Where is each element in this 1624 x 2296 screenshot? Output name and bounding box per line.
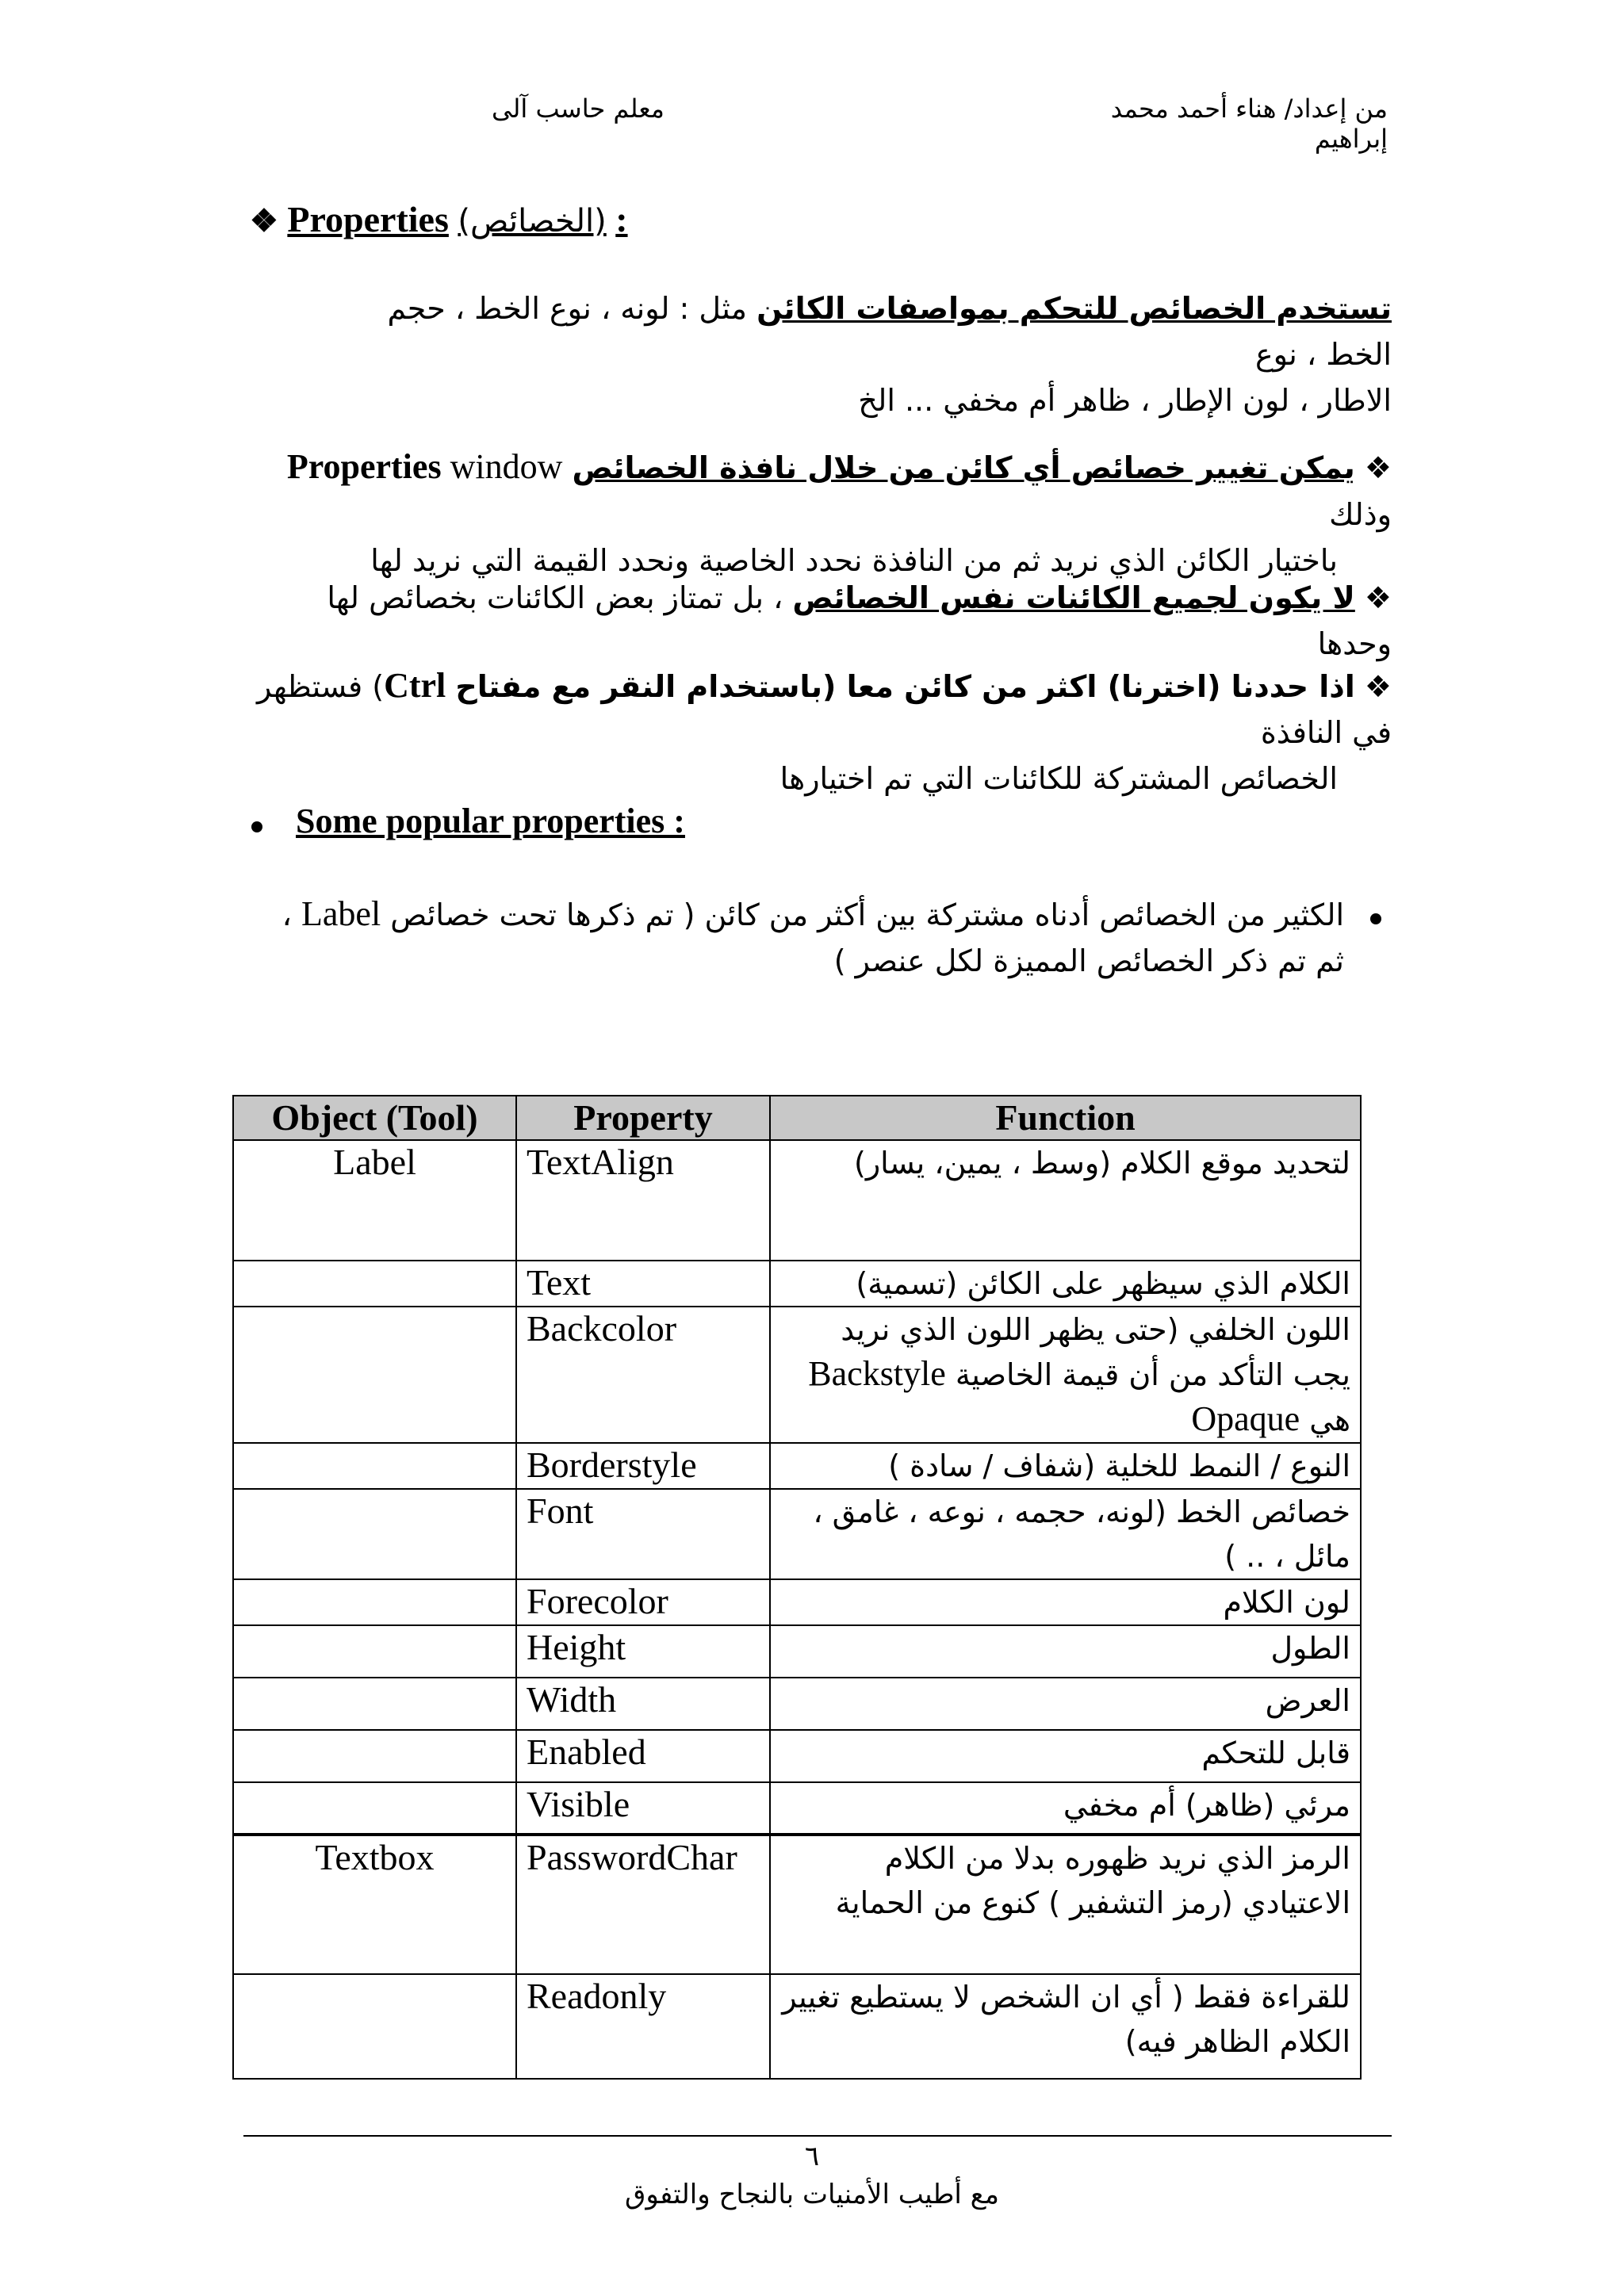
section-title-ar: (الخصائص) <box>458 203 607 239</box>
cell-object <box>233 1579 516 1625</box>
header-right-text: من إعداد/ هناء أحمد محمد إبراهيم <box>1110 94 1388 154</box>
point-1-en: window <box>441 447 563 486</box>
cell-object <box>233 1678 516 1730</box>
cell-property: Borderstyle <box>516 1443 770 1489</box>
bullet-dot-icon <box>1370 913 1381 924</box>
intro-bold-text: تستخدم الخصائص للتحكم بمواصفات الكائن <box>756 291 1392 326</box>
cell-function: لتحديد موقع الكلام (وسط ، يمين، يسار) <box>770 1140 1361 1261</box>
note-line1-b: ، <box>282 897 302 932</box>
cell-property: Text <box>516 1261 770 1307</box>
cell-property: Width <box>516 1678 770 1730</box>
cell-property: Forecolor <box>516 1579 770 1625</box>
point-1-bold: يمكن تغيير خصائص أي كائن من خلال نافذة الخصائص <box>572 450 1355 485</box>
table-row <box>233 1489 1361 1579</box>
cell-property: Enabled <box>516 1730 770 1782</box>
cell-object <box>233 1730 516 1782</box>
point-3-rest: ) فستظهر في النافذة <box>257 669 1392 750</box>
cell-object <box>233 1782 516 1835</box>
table-header-row <box>233 1096 1361 1140</box>
cell-object <box>233 1974 516 2079</box>
point-1-tail: وذلك <box>1329 497 1392 532</box>
diamond-bullet-icon: ❖ <box>1364 450 1392 485</box>
footer-divider <box>243 2135 1392 2137</box>
point-2 <box>270 575 1392 667</box>
table-row <box>233 1443 1361 1489</box>
point-3-en-bold: Ctrl <box>384 666 446 705</box>
diamond-bullet-icon: ❖ <box>1364 580 1392 615</box>
point-3-line2: الخصائص المشتركة للكائنات التي تم اختيارها <box>779 761 1338 796</box>
cell-object <box>233 1443 516 1489</box>
cell-object <box>233 1489 516 1579</box>
point-2-bold: لا يكون لجميع الكائنات نفس الخصائص <box>792 580 1355 615</box>
diamond-bullet-icon: ❖ <box>1364 669 1392 704</box>
table-row <box>233 1625 1361 1678</box>
properties-table <box>232 1095 1362 2080</box>
table-row <box>233 1730 1361 1782</box>
bullet-dot-icon <box>251 821 262 832</box>
section-popular-properties-title <box>296 801 685 841</box>
cell-function: لون الكلام <box>770 1579 1361 1625</box>
cell-object <box>233 1625 516 1678</box>
header-left-text: معلم حاسب آلى <box>492 94 665 124</box>
column-header-property: Property <box>516 1096 770 1140</box>
cell-function: مرئي (ظاهر) أم مخفي <box>770 1782 1361 1835</box>
point-3 <box>246 663 1392 802</box>
intro-line1-rest: مثل : لونه ، نوع الخط ، حجم الخط ، نوع <box>387 291 1392 372</box>
point-1-en-bold: Properties <box>286 447 442 486</box>
table-row <box>233 1678 1361 1730</box>
intro-line2: الاطار ، لون الإطار ، ظاهر أم مخفي ... الخ <box>858 383 1392 418</box>
table-row <box>233 1782 1361 1835</box>
cell-function-en: Backstyle <box>808 1354 946 1393</box>
intro-paragraph <box>317 285 1392 423</box>
cell-function: النوع / النمط للخلية (شفاف / سادة ) <box>770 1443 1361 1489</box>
column-header-object: Object (Tool) <box>233 1096 516 1140</box>
cell-function: الطول <box>770 1625 1361 1678</box>
point-3-bold: اذا حددنا (اخترنا) اكثر من كائن معا (باستخدام النقر مع مفتاح <box>455 669 1355 704</box>
cell-property: TextAlign <box>516 1140 770 1261</box>
cell-function: خصائص الخط (لونه، حجمه ، نوعه ، غامق ، مائل ، .. ) <box>770 1489 1361 1579</box>
page-number: ٦ <box>804 2141 820 2172</box>
diamond-bullet-icon: ❖ <box>250 203 278 239</box>
section-properties-title <box>250 198 628 240</box>
table-row <box>233 1835 1361 1974</box>
point-2-rest: ، بل تمتاز بعض الكائنات بخصائص لها وحدها <box>327 580 1392 661</box>
cell-property: PasswordChar <box>516 1835 770 1974</box>
note-line1-a: الكثير من الخصائص أدناه مشتركة بين أكثر من كائن ( تم ذكرها تحت خصائص <box>390 897 1344 932</box>
cell-function-en2: Opaque <box>1191 1399 1300 1438</box>
footer-text: مع أطيب الأمنيات بالنجاح والتفوق <box>625 2179 999 2210</box>
note-line1-en: Label <box>301 894 381 933</box>
cell-object <box>233 1261 516 1307</box>
cell-function: قابل للتحكم <box>770 1730 1361 1782</box>
table-row <box>233 1307 1361 1443</box>
cell-property: Backcolor <box>516 1307 770 1443</box>
cell-function-text-b: هي <box>1309 1402 1350 1437</box>
cell-object <box>233 1307 516 1443</box>
section-title-en: Properties <box>287 199 449 239</box>
cell-property: Font <box>516 1489 770 1579</box>
cell-function: الرمز الذي نريد ظهوره بدلا من الكلام الاعتيادي (رمز التشفير ) كنوع من الحماية <box>770 1835 1361 1974</box>
cell-function-text-a: اللون الخلفي (حتى يظهر اللون الذي نريد يجب التأكد من أن قيمة الخاصية <box>841 1312 1350 1392</box>
cell-object: Label <box>233 1140 516 1261</box>
section-title-colon: : <box>615 199 628 239</box>
cell-property: Visible <box>516 1782 770 1835</box>
section2-title: Some popular properties : <box>296 802 685 840</box>
point-1-line2: باختيار الكائن الذي نريد ثم من النافذة نحدد الخاصية ونحدد القيمة التي نريد لها <box>370 543 1338 578</box>
table-row <box>233 1261 1361 1307</box>
table-row <box>233 1974 1361 2079</box>
table-row <box>233 1579 1361 1625</box>
note-line2: ثم تم ذكر الخصائص المميزة لكل عنصر ) <box>833 943 1344 978</box>
table-row <box>233 1140 1361 1261</box>
column-header-function: Function <box>770 1096 1361 1140</box>
cell-function: للقراءة فقط ( أي ان الشخص لا يستطيع تغيير الكلام الظاهر فيه) <box>770 1974 1361 2079</box>
cell-function <box>770 1307 1361 1443</box>
cell-property: Readonly <box>516 1974 770 2079</box>
cell-object: Textbox <box>233 1835 516 1974</box>
point-1 <box>246 444 1392 584</box>
cell-function: الكلام الذي سيظهر على الكائن (تسمية) <box>770 1261 1361 1307</box>
cell-property: Height <box>516 1625 770 1678</box>
note-paragraph <box>246 891 1344 984</box>
cell-function: العرض <box>770 1678 1361 1730</box>
